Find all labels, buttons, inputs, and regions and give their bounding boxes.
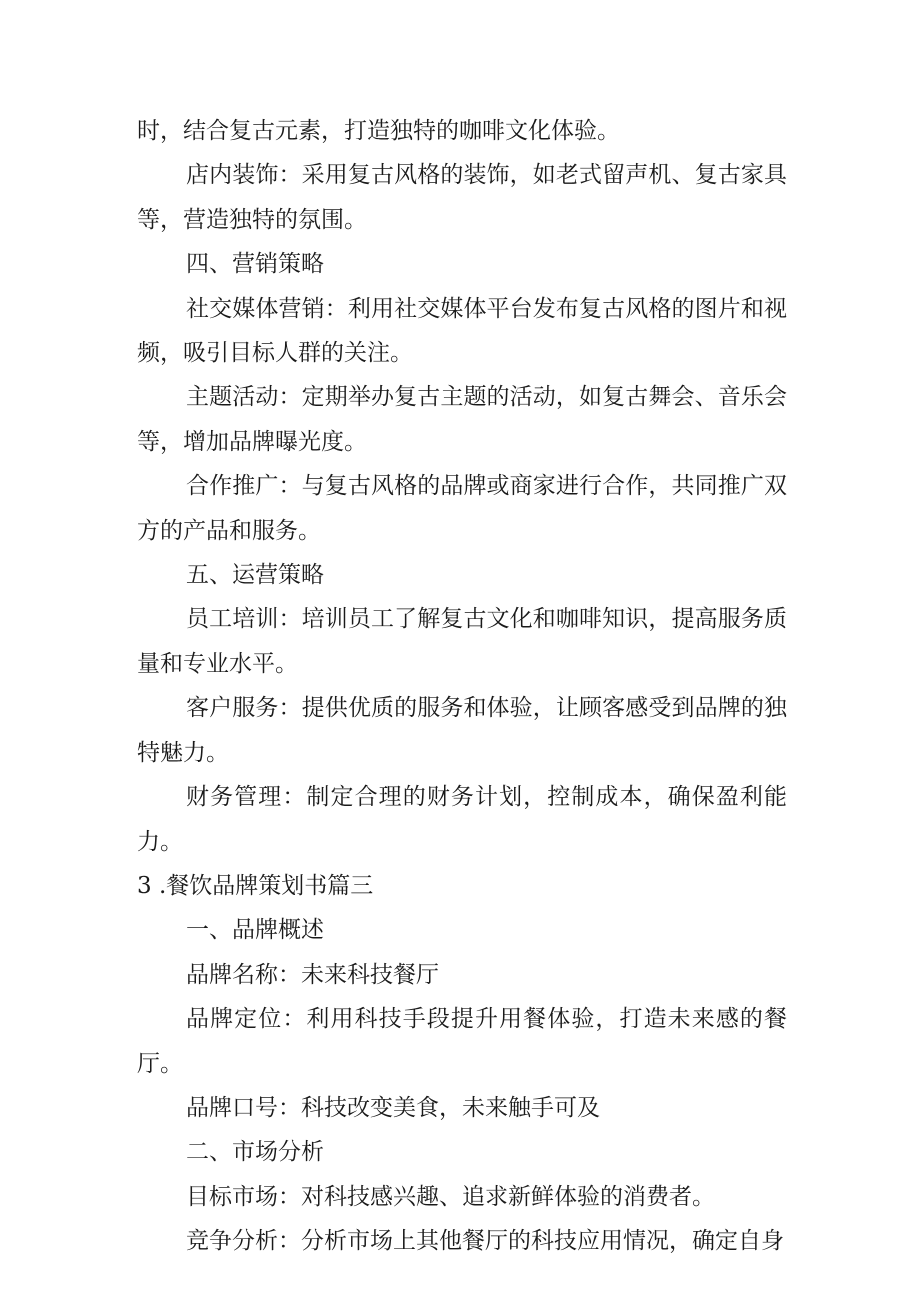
paragraph-brand-name: 品牌名称：未来科技餐厅 (186, 961, 439, 988)
paragraph-theme-events: 主题活动：定期举办复古主题的活动，如复古舞会、音乐会等，增加品牌曝光度。 (137, 384, 787, 455)
paragraph-store-decoration: 店内装饰：采用复古风格的装饰，如老式留声机、复古家具等，营造独特的氛围。 (137, 162, 787, 233)
paragraph-customer-service: 客户服务：提供优质的服务和体验，让顾客感受到品牌的独特魅力。 (137, 695, 787, 766)
paragraph-continuation: 时，结合复古元素，打造独特的咖啡文化体验。 (137, 118, 620, 144)
paragraph-competition-analysis: 竞争分析：分析市场上其他餐厅的科技应用情况，确定自身 (186, 1228, 784, 1255)
paragraph-target-market: 目标市场：对科技感兴趣、追求新鲜体验的消费者。 (186, 1183, 715, 1210)
chapter-title-part-three: 3 .餐饮品牌策划书篇三 (137, 872, 374, 899)
section-heading-market-analysis: 二、市场分析 (186, 1139, 324, 1166)
paragraph-brand-slogan: 品牌口号：科技改变美食，未来触手可及 (186, 1094, 600, 1121)
section-heading-marketing-strategy: 四、营销策略 (186, 251, 324, 278)
paragraph-financial-management: 财务管理：制定合理的财务计划，控制成本，确保盈利能力。 (137, 784, 787, 855)
paragraph-social-media-marketing: 社交媒体营销：利用社交媒体平台发布复古风格的图片和视频，吸引目标人群的关注。 (137, 295, 787, 367)
section-heading-brand-overview: 一、品牌概述 (186, 917, 324, 944)
section-heading-operation-strategy: 五、运营策略 (186, 562, 324, 589)
document-body (137, 109, 787, 1264)
paragraph-cooperation-promotion: 合作推广：与复古风格的品牌或商家进行合作，共同推广双方的产品和服务。 (137, 473, 787, 544)
paragraph-brand-positioning: 品牌定位：利用科技手段提升用餐体验，打造未来感的餐厅。 (137, 1006, 787, 1077)
paragraph-staff-training: 员工培训：培训员工了解复古文化和咖啡知识，提高服务质量和专业水平。 (137, 606, 787, 677)
